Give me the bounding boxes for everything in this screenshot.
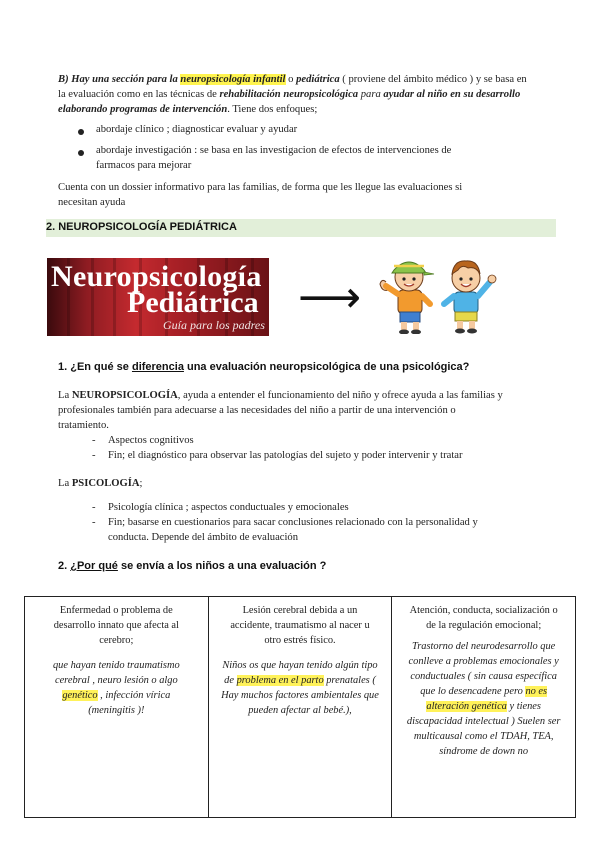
cell3-detail-7: multicausal como el TDAH, TEA,	[413, 731, 554, 742]
cell3-detail-4	[398, 684, 569, 699]
intro-line-3	[58, 102, 558, 118]
cell1-detail-1: que hayan tenido traumatismo	[52, 660, 180, 671]
highlight-problema-en-el-parto: problema en el parto	[236, 675, 324, 686]
bullet-item-2-cont: farmacos para mejorar	[96, 160, 192, 171]
cell1-detail-2: cerebral , neuro lesión o algo	[54, 675, 178, 686]
dossier-line-2: necesitan ayuda	[58, 197, 126, 208]
psico-item-1: Psicología clínica ; aspectos conductuales y emocionales	[108, 502, 349, 513]
right-arrow-icon: ⟶	[298, 272, 362, 323]
cell3-detail-1: Trastorno del neurodesarrollo que	[412, 641, 556, 652]
child-left-figure	[380, 262, 434, 334]
cell2-title-1: Lesión cerebral debida a un	[242, 605, 358, 616]
intro-1c: pediátrica	[296, 74, 340, 85]
intro-line-1	[58, 72, 558, 88]
cell3-detail-2: conlleve a problemas emocionales y	[408, 656, 559, 667]
psico-lead: La	[58, 478, 72, 489]
q1-a: 1. ¿En qué se	[58, 361, 132, 373]
cell3-title-2: de la regulación emocional;	[426, 620, 542, 631]
intro-2c: para	[358, 89, 384, 100]
bullet-dot	[78, 150, 84, 156]
neuro-line-1: , ayuda a entender el funcionamiento del niño y ofrece ayuda a las familias y	[177, 390, 503, 401]
cell1-title-3: cerebro;	[99, 635, 134, 646]
cell3-detail-6: discapacidad intelectual ) Suelen ser	[406, 716, 561, 727]
cell1-detail-3-rest: , infección vírica	[97, 690, 171, 701]
cell2-detail-4: pueden afectar al bebé.),	[248, 705, 352, 716]
table-cell-lesion	[208, 597, 392, 818]
cell1-detail-4: (meningitis )!	[88, 705, 145, 716]
cell2-detail-3: Hay muchos factores ambientales que	[221, 690, 379, 701]
neuro-para-line-1	[58, 388, 558, 404]
intro-1d: ( proviene del ámbito médico ) y se basa en	[339, 74, 527, 85]
dossier-line-1: Cuenta con un dossier informativo para las familias, de forma que les llegue las evaluaciones si	[58, 182, 463, 193]
cell1-title-1: Enfermedad o problema de	[59, 605, 173, 616]
cell1-title-2: desarrollo innato que afecta al	[53, 620, 179, 631]
neuro-para-line-2: profesionales también para adecuarse a las necesidades del niño a partir de una intervención o	[58, 405, 456, 416]
evaluation-reasons-table	[24, 596, 576, 818]
highlight-no-es: no es	[525, 686, 548, 697]
psico-end: ;	[139, 478, 143, 489]
q2-underlined: ¿Por qué	[70, 560, 118, 572]
intro-1b: o	[285, 74, 297, 85]
logo-title-line-1: Neuropsicología	[51, 260, 262, 293]
highlight-genetico: genético	[62, 690, 98, 701]
section-header	[46, 219, 556, 237]
neuro-item-2: Fin; el diagnóstico para observar las patologías del sujeto y poder intervenir y tratar	[108, 450, 463, 461]
intro-3a: elaborando programas de intervención	[58, 104, 228, 115]
child-right-figure	[444, 261, 496, 334]
q2-b: se envía a los niños a una evaluación ?	[117, 560, 327, 572]
intro-1a: B) Hay una sección para la	[58, 74, 181, 85]
intro-highlight-neuropsicologia-infantil: neuropsicología infantil	[180, 74, 286, 85]
neuro-para-line-3: tratamiento.	[58, 420, 109, 431]
cell2-detail-1: Niños os que hayan tenido algún tipo	[222, 660, 378, 671]
table-cell-enfermedad	[25, 597, 209, 818]
cell3-detail-5	[398, 699, 569, 714]
neuro-item-1: Aspectos cognitivos	[108, 435, 194, 446]
cell3-detail-4a: que lo desencadene pero	[420, 686, 526, 697]
intro-line-2	[58, 87, 558, 103]
cell1-detail-3	[31, 688, 202, 703]
cell3-detail-3: conductuales ( sin causa específica	[410, 671, 557, 682]
neuro-lead: La	[58, 390, 72, 401]
dash-marker: -	[92, 517, 96, 528]
intro-2a: la evaluación como en las técnicas de	[58, 89, 220, 100]
q2-a: 2.	[58, 560, 71, 572]
section-title: 2. NEUROPSICOLOGÍA PEDIÁTRICA	[46, 221, 237, 233]
intro-3b: . Tiene dos enfoques;	[227, 104, 318, 115]
question-1-heading	[58, 361, 469, 373]
bullet-item-2: abordaje investigación : se basa en las investigacion de efectos de intervenciones de	[96, 145, 452, 156]
q1-underlined: diferencia	[131, 361, 184, 373]
dash-marker: -	[92, 502, 96, 513]
psico-heading	[58, 476, 142, 492]
logo-subtitle: Guía para los padres	[163, 318, 265, 332]
bullet-dot	[78, 129, 84, 135]
cell2-title-3: otro estrés físico.	[264, 635, 336, 646]
psico-item-2-cont: conducta. Depende del ámbito de evaluación	[108, 532, 299, 543]
q1-b: una evaluación neuropsicológica de una psicológica?	[183, 361, 470, 373]
neuropsicologia-pediatrica-cover-image	[47, 258, 269, 336]
psico-term: PSICOLOGÍA	[71, 478, 140, 489]
psico-item-2: Fin; basarse en cuestionarios para sacar conclusiones relacionado con la personalidad y	[108, 517, 478, 528]
cell2-title-2: accidente, traumatismo al nacer u	[230, 620, 370, 631]
highlight-alteracion-genetica: alteración genética	[426, 701, 507, 712]
bullet-item-1: abordaje clínico ; diagnosticar evaluar y ayudar	[96, 124, 298, 135]
dash-marker: -	[92, 435, 96, 446]
children-illustration	[378, 252, 508, 334]
cell3-detail-8: síndrome de down no	[439, 746, 529, 757]
cell2-detail-2	[215, 673, 386, 688]
logo-title-line-2: Pediátrica	[127, 286, 259, 319]
cell3-title-1: Atención, conducta, socialización o	[409, 605, 558, 616]
cell2-detail-2b: prenatales (	[323, 675, 376, 686]
intro-2d: ayudar al niño en su desarrollo	[383, 89, 521, 100]
cell3-detail-5b: y tienes	[506, 701, 541, 712]
table-row	[25, 597, 576, 818]
neuro-term: NEUROPSICOLOGÍA	[71, 390, 178, 401]
table-cell-atencion	[392, 597, 576, 818]
dash-marker: -	[92, 450, 96, 461]
cell2-detail-2a: de	[224, 675, 237, 686]
intro-2b: rehabilitación neuropsicológica	[219, 89, 359, 100]
question-2-heading	[58, 560, 326, 572]
